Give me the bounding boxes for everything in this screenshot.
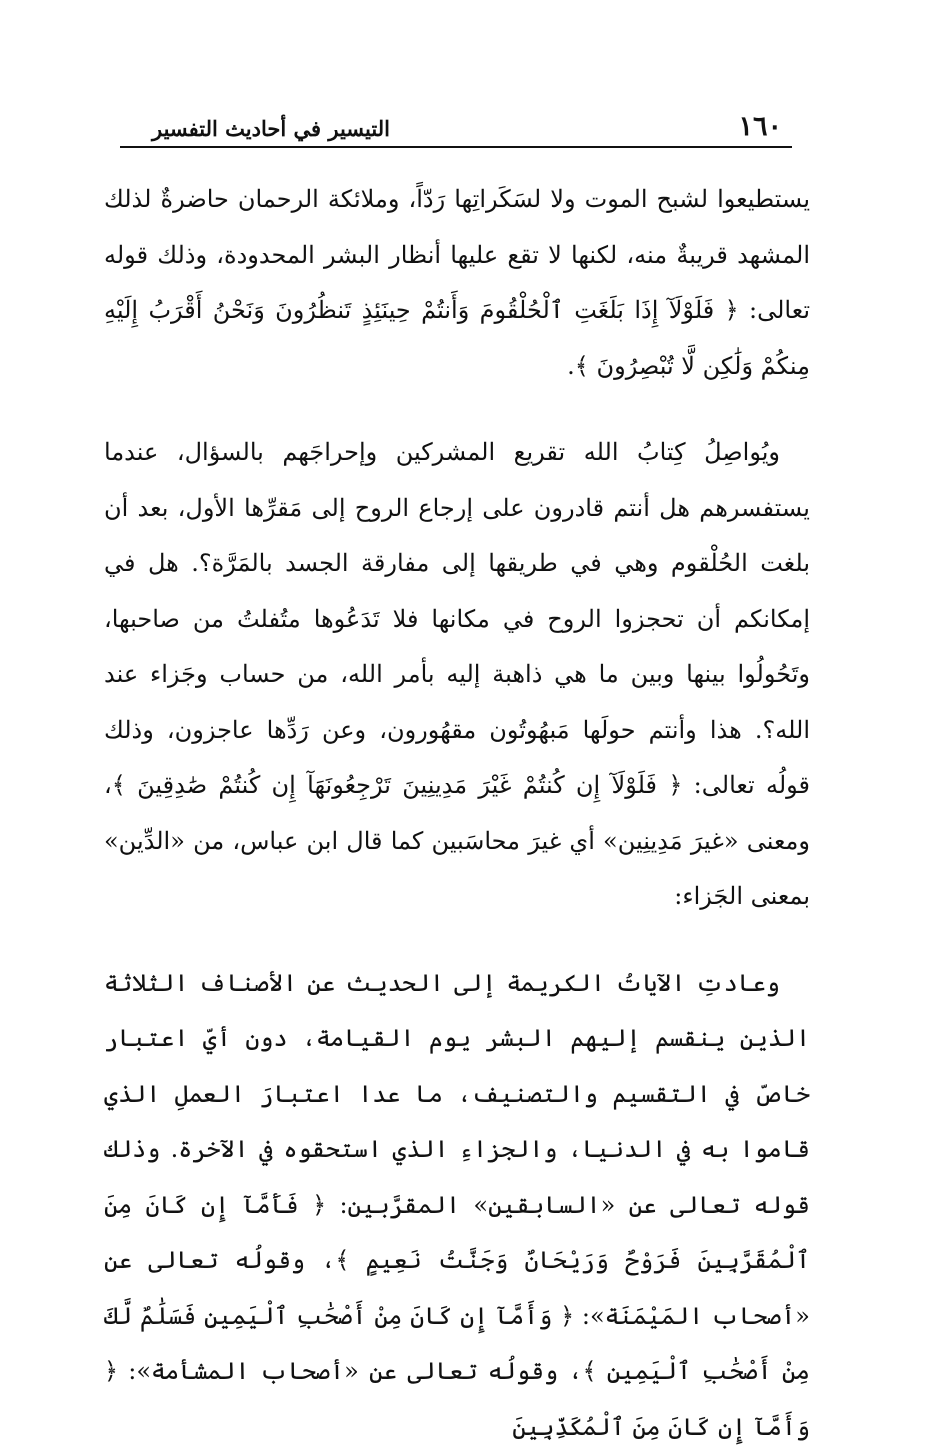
paragraph-1: يستطيعوا لشبح الموت ولا لسَكَراتِها رَدّاً، وملائكة الرحمان حاضرةٌ لذلك المشهد قريبةٌ منه، لكنها لا تقع عليها أنظار البشر المحدودة، وذلك قوله تعالى: ﴿ فَلَوْلَآ إِذَا بَلَغَتِ ٱلْحُلْقُومَ وَأَنتُمْ حِينَئِذٍ تَنظُرُونَ وَنَحْنُ أَقْرَبُ إِلَيْهِ مِنكُمْ وَلَٰكِن لَّا تُبْصِرُونَ ﴾.: [104, 172, 810, 394]
page-number: ١٦٠: [738, 112, 782, 142]
page-header: [120, 108, 792, 148]
running-title: التيسير في أحاديث التفسير: [152, 116, 390, 142]
paragraph-3: وعادتِ الآياتُ الكريمة إلى الحديث عن الأصناف الثلاثة الذين ينقسم إليهم البشر يوم القيامة، دون أيّ اعتبار خاصّ في التقسيم والتصنيف، ما عدا اعتبارَ العملِ الذي قاموا به في الدنيا، والجزاءِ الذي استحقوه في الآخرة. وذلك قوله تعالى عن «السابقين» المقرَّبين: ﴿ فَأَمَّآ إِن كَانَ مِنَ ٱلْمُقَرَّبِينَ فَرَوْحٌ وَرَيْحَانٌ وَجَنَّتُ نَعِيمٍ ﴾، وقولُه تعالى عن «أصحاب المَيْمَنَة»: ﴿ وَأَمَّآ إِن كَانَ مِنْ أَصْحَٰبِ ٱلْيَمِينِ فَسَلَٰمٌ لَّكَ مِنْ أَصْحَٰبِ ٱلْيَمِينِ ﴾، وقولُه تعالى عن «أصحاب المشأمة»: ﴿ وَأَمَّآ إِن كَانَ مِنَ ٱلْمُكَذِّبِينَ: [104, 956, 810, 1455]
header-divider: [120, 146, 792, 148]
page-body: [104, 172, 810, 1455]
paragraph-2: ويُواصِلُ كِتابُ الله تقريع المشركين وإحراجَهم بالسؤال، عندما يستفسرهم هل أنتم قادرون على إرجاع الروح إلى مَقرِّها الأول، بعد أن بلغت الحُلْقوم وهي في طريقها إلى مفارقة الجسد بالمَرَّة؟. هل في إمكانكم أن تحجزوا الروح في مكانها فلا تَدَعُوها متُفلتُ من صاحبها، وتَحُولُوا بينها وبين ما هي ذاهبة إليه بأمر الله، من حساب وجَزاء عند الله؟. هذا وأنتم حولَها مَبهُوتُون مقهُورون، وعن رَدِّها عاجزون، وذلك قولُه تعالى: ﴿ فَلَوْلَآ إِن كُنتُمْ غَيْرَ مَدِينِينَ تَرْجِعُونَهَآ إِن كُنتُمْ صَٰدِقِينَ ﴾، ومعنى «غيرَ مَدِينِين» أي غيرَ محاسَبين كما قال ابن عباس، من «الدِّين» بمعنى الجَزاء:: [104, 425, 810, 925]
